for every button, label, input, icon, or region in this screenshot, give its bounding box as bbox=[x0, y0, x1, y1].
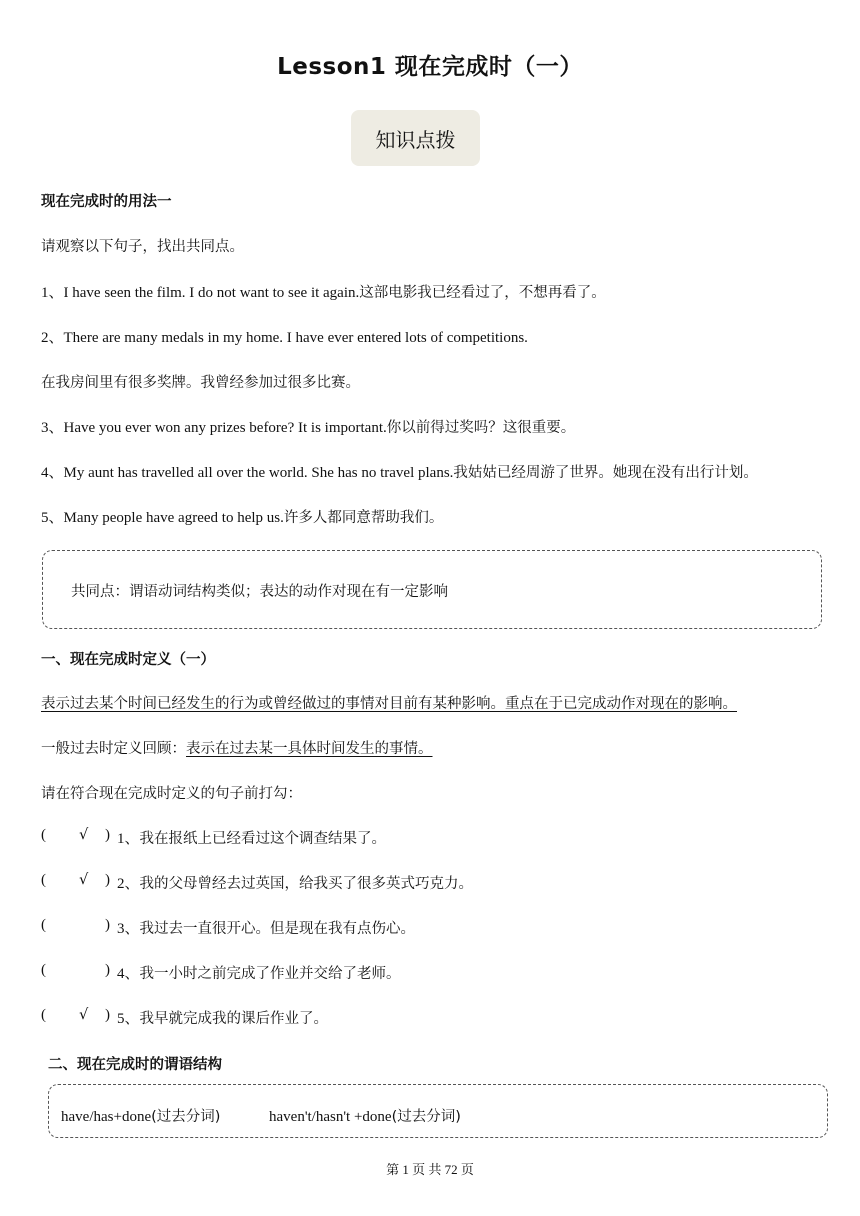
item-text: 我早就完成我的课后作业了。 bbox=[139, 1011, 329, 1027]
structure-negative bbox=[269, 1105, 461, 1126]
common-point-text: 共同点：谓语动词结构类似；表达的动作对现在有一定影响 bbox=[71, 584, 448, 600]
sentence-number: 2、 bbox=[41, 330, 64, 346]
sentence-chinese: 这部电影我已经看过了，不想再看了。 bbox=[359, 285, 606, 301]
item-text: 我过去一直很开心。但是现在我有点伤心。 bbox=[139, 921, 416, 937]
sentence-3 bbox=[41, 416, 575, 437]
check-mark: √ bbox=[79, 872, 89, 888]
paren-open: ( bbox=[41, 1007, 46, 1023]
past-review-label: 一般过去时定义回顾： bbox=[41, 741, 186, 757]
paren-open: ( bbox=[41, 872, 46, 888]
usage-instruction: 请观察以下句子，找出共同点。 bbox=[41, 239, 244, 255]
past-review bbox=[41, 737, 433, 758]
sentence-english: There are many medals in my home. I have ever entered lots of competitions. bbox=[63, 330, 528, 346]
paren-open: ( bbox=[41, 827, 46, 843]
item-number: 5、 bbox=[117, 1011, 140, 1027]
exercise-instruction: 请在符合现在完成时定义的句子前打勾： bbox=[41, 786, 302, 802]
item-number: 4、 bbox=[117, 966, 140, 982]
item-text: 我在报纸上已经看过这个调查结果了。 bbox=[139, 831, 387, 847]
item-text: 我一小时之前完成了作业并交给了老师。 bbox=[139, 966, 401, 982]
knowledge-label-box bbox=[351, 110, 480, 166]
item-number: 2、 bbox=[117, 876, 140, 892]
check-mark: √ bbox=[79, 1007, 89, 1023]
negative-formula: haven't/hasn't +done bbox=[269, 1109, 392, 1125]
sentence-1 bbox=[41, 281, 606, 302]
paren-close: ) bbox=[105, 962, 110, 978]
paren-close: ) bbox=[105, 1007, 110, 1023]
paren-close: ) bbox=[105, 917, 110, 933]
structure-box bbox=[48, 1084, 828, 1138]
paren-close: ) bbox=[105, 827, 110, 843]
sentence-number: 1、 bbox=[41, 285, 64, 301]
sentence-chinese: 你以前得过奖吗？这很重要。 bbox=[386, 420, 576, 436]
sentence-2-chinese: 在我房间里有很多奖牌。我曾经参加过很多比赛。 bbox=[41, 375, 360, 391]
definition-heading: 一、现在完成时定义（一） bbox=[41, 652, 215, 668]
paren-close: ) bbox=[105, 872, 110, 888]
sentence-number: 5、 bbox=[41, 510, 64, 526]
sentence-chinese: 我姑姑已经周游了世界。她现在没有出行计划。 bbox=[453, 465, 758, 481]
sentence-4 bbox=[41, 461, 758, 482]
check-mark: √ bbox=[79, 827, 89, 843]
definition-text: 表示过去某个时间已经发生的行为或曾经做过的事情对目前有某种影响。重点在于已完成动作对现在的影响。 bbox=[41, 696, 737, 712]
sentence-2 bbox=[41, 326, 528, 347]
item-number: 3、 bbox=[117, 921, 140, 937]
paren-open: ( bbox=[41, 917, 46, 933]
sentence-english: My aunt has travelled all over the world. She has no travel plans. bbox=[63, 465, 454, 481]
negative-note: (过去分词) bbox=[391, 1109, 461, 1125]
past-review-text: 表示在过去某一具体时间发生的事情。 bbox=[186, 741, 433, 757]
affirmative-note: (过去分词) bbox=[151, 1109, 221, 1125]
item-number: 1、 bbox=[117, 831, 140, 847]
knowledge-label: 知识点拨 bbox=[375, 127, 456, 152]
usage-heading: 现在完成时的用法一 bbox=[41, 194, 172, 210]
sentence-english: Many people have agreed to help us. bbox=[63, 510, 284, 526]
affirmative-formula: have/has+done bbox=[61, 1109, 152, 1125]
sentence-5 bbox=[41, 506, 443, 527]
item-text: 我的父母曾经去过英国，给我买了很多英式巧克力。 bbox=[139, 876, 474, 892]
sentence-number: 3、 bbox=[41, 420, 64, 436]
page-footer: 第 1 页 共 72 页 bbox=[386, 1162, 474, 1177]
structure-heading: 二、现在完成时的谓语结构 bbox=[48, 1057, 222, 1073]
structure-affirmative bbox=[61, 1105, 220, 1126]
page-title: Lesson1 现在完成时（一） bbox=[277, 54, 583, 80]
sentence-english: I have seen the film. I do not want to see it again. bbox=[63, 285, 360, 301]
paren-open: ( bbox=[41, 962, 46, 978]
common-point-box bbox=[42, 550, 822, 629]
sentence-chinese: 许多人都同意帮助我们。 bbox=[283, 510, 444, 526]
sentence-english: Have you ever won any prizes before? It is important. bbox=[63, 420, 387, 436]
sentence-number: 4、 bbox=[41, 465, 64, 481]
